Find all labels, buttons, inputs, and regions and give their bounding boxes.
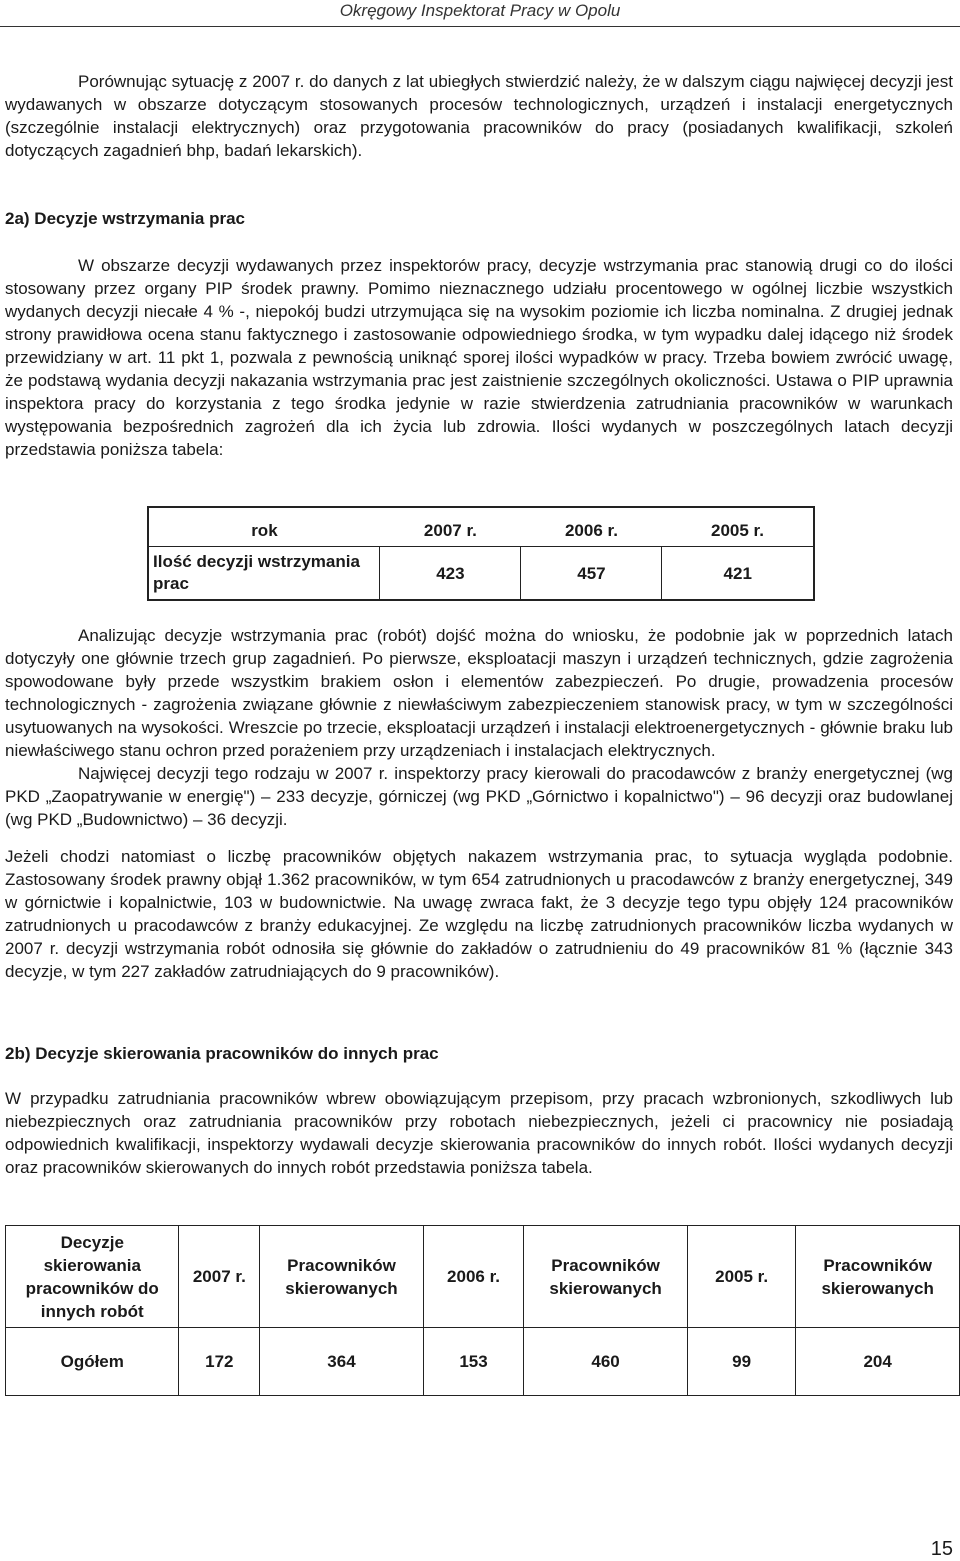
section-2b-paragraph: W przypadku zatrudniania pracowników wbrew obowiązującym przepisom, przy pracach wzbronionych, szkodliwych lub niebezpiecznych oraz zatrudniania pracowników przy robotach niebezpiecznych, jeżeli ci pracownicy nie posiadają odpowiednich kwalifikacji, inspektorzy wydawali decyzje skierowania pracowników do innych robót. Ilości wydanych decyzji oraz pracowników skierowanych do innych robót przedstawia poniższa tabela. bbox=[5, 1089, 953, 1177]
stop-work-decisions-table bbox=[147, 506, 815, 601]
section-2a-paragraph-1: W obszarze decyzji wydawanych przez inspektorów pracy, decyzje wstrzymania prac stanowią drugi co do ilości stosowany przez organy PIP środek prawny. Pomimo nieznacznego udziału procentowego w ogólnej liczbie wszystkich wydanych decyzji niecałe 4 % -, niepokój budzi utrzymująca się na wysokim poziomie ich liczba nominalna. Z drugiej jednak strony prawidłowa ocena stanu faktycznego i zastosowanie odpowiedniego środka, w tym wypadku dalej idącego niż środek przewidziany w art. 11 pkt 1, pozwala z pewnością uniknąć sporej ilości wypadków w pracy. Trzeba bowiem zwrócić uwagę, że podstawą wydania decyzji nakazania wstrzymania prac jest zaistnienie szczególnych okoliczności. Ustawa o PIP uprawnia inspektora pracy do korzystania z tego środka jedynie w razie stwierdzenia zatrudniania pracowników w warunkach występowania bezpośrednich zagrożeń dla ich życia lub zdrowia. Ilości wydanych w poszczególnych latach decyzji przedstawia poniższa tabela: bbox=[5, 256, 953, 459]
value-workers-2007: 364 bbox=[260, 1328, 424, 1396]
header-cell-2005: 2005 r. bbox=[687, 1226, 795, 1328]
section-2a-paragraph-4: Jeżeli chodzi natomiast o liczbę pracowników objętych nakazem wstrzymania prac, to sytuacja wygląda podobnie. Zastosowany środek prawny objął 1.362 pracowników, w tym 654 zatrudnionych u pracodawców z branży energetycznej, 349 w górnictwie i kopalnictwie, 103 w budownictwie. Na uwagę zwraca fakt, że 3 decyzje tego typu objęły 124 pracowników zatrudnionych u pracodawców z branży edukacyjnej. Ze względu na liczbę zatrudnionych pracowników liczba wydanych w 2007 r. decyzji wstrzymania robót odnosiła się głównie do zakładów o zatrudnieniu do 49 pracowników 81 % (łącznie 343 decyzje, w tym 227 zakładów zatrudniających do 9 pracowników). bbox=[5, 847, 953, 981]
reassignment-table-container bbox=[5, 1225, 953, 1396]
header-cell-workers-2007: Pracowników skierowanych bbox=[260, 1226, 424, 1328]
row-label-cell: Ilość decyzji wstrzymania prac bbox=[148, 547, 380, 601]
row-label-total: Ogółem bbox=[6, 1328, 179, 1396]
header-cell-year-label: rok bbox=[148, 507, 380, 547]
table-header-row bbox=[6, 1226, 960, 1328]
header-cell-2005: 2005 r. bbox=[662, 507, 814, 547]
value-cell-2007: 423 bbox=[380, 547, 521, 601]
section-2a-paragraph-3: Najwięcej decyzji tego rodzaju w 2007 r. inspektorzy pracy kierowali do pracodawców z branży energetycznej (wg PKD „Zaopatrywanie w energię") – 233 decyzje, górniczej (wg PKD „Górnictwo i kopalnictwo") – 96 decyzji oraz budowlanej (wg PKD „Budownictwo) – 36 decyzji. bbox=[5, 764, 953, 829]
table-row bbox=[6, 1328, 960, 1396]
page-header bbox=[0, 0, 960, 27]
table-row bbox=[148, 547, 814, 601]
header-cell-2006: 2006 r. bbox=[521, 507, 662, 547]
value-workers-2005: 204 bbox=[796, 1328, 960, 1396]
header-cell-workers-2005: Pracowników skierowanych bbox=[796, 1226, 960, 1328]
document-body bbox=[5, 70, 953, 1396]
section-2b-heading: 2b) Decyzje skierowania pracowników do innych prac bbox=[5, 1044, 439, 1063]
table-header-row bbox=[148, 507, 814, 547]
value-decisions-2005: 99 bbox=[687, 1328, 795, 1396]
value-decisions-2007: 172 bbox=[179, 1328, 260, 1396]
value-cell-2005: 421 bbox=[662, 547, 814, 601]
header-cell-2006: 2006 r. bbox=[423, 1226, 524, 1328]
section-2a-heading: 2a) Decyzje wstrzymania prac bbox=[5, 209, 246, 228]
value-workers-2006: 460 bbox=[524, 1328, 688, 1396]
section-2a-paragraph-2: Analizując decyzje wstrzymania prac (robót) dojść można do wniosku, że podobnie jak w poprzednich latach dotyczyły one głównie trzech grup zagadnień. Po pierwsze, eksploatacji maszyn i urządzeń technicznych, gdzie zagrożenia spowodowane były przede wszystkim brakiem osłon i elementów zabezpieczeń. Po drugie, prowadzenia procesów technologicznych - zagrożenia związane głównie z niewłaściwym zabezpieczeniem stanowisk pracy, w tym w szczególności usytuowanych na wysokości. Wreszcie po trzecie, eksploatacji urządzeń i instalacji elektroenergetycznych - głównie braku lub niewłaściwego stanu ochron przed porażeniem przy urządzeniach i instalacjach elektrycznych. bbox=[5, 626, 953, 760]
reassignment-decisions-table bbox=[5, 1225, 960, 1396]
value-cell-2006: 457 bbox=[521, 547, 662, 601]
page-number: 15 bbox=[930, 1538, 953, 1560]
stop-work-table-container bbox=[5, 506, 953, 601]
value-decisions-2006: 153 bbox=[423, 1328, 524, 1396]
header-cell-2007: 2007 r. bbox=[380, 507, 521, 547]
header-cell-2007: 2007 r. bbox=[179, 1226, 260, 1328]
header-cell-decisions: Decyzje skierowania pracowników do innych robót bbox=[6, 1226, 179, 1328]
intro-paragraph: Porównując sytuację z 2007 r. do danych z lat ubiegłych stwierdzić należy, że w dalszym ciągu najwięcej decyzji jest wydawanych w obszarze dotyczącym stosowanych procesów technologicznych, urządzeń i instalacji energetycznych (szczególnie instalacji elektrycznych) oraz przygotowania pracowników do pracy (posiadanych kwalifikacji, szkoleń dotyczących zagadnień bhp, badań lekarskich). bbox=[5, 72, 953, 160]
header-cell-workers-2006: Pracowników skierowanych bbox=[524, 1226, 688, 1328]
header-title: Okręgowy Inspektorat Pracy w Opolu bbox=[339, 1, 621, 20]
